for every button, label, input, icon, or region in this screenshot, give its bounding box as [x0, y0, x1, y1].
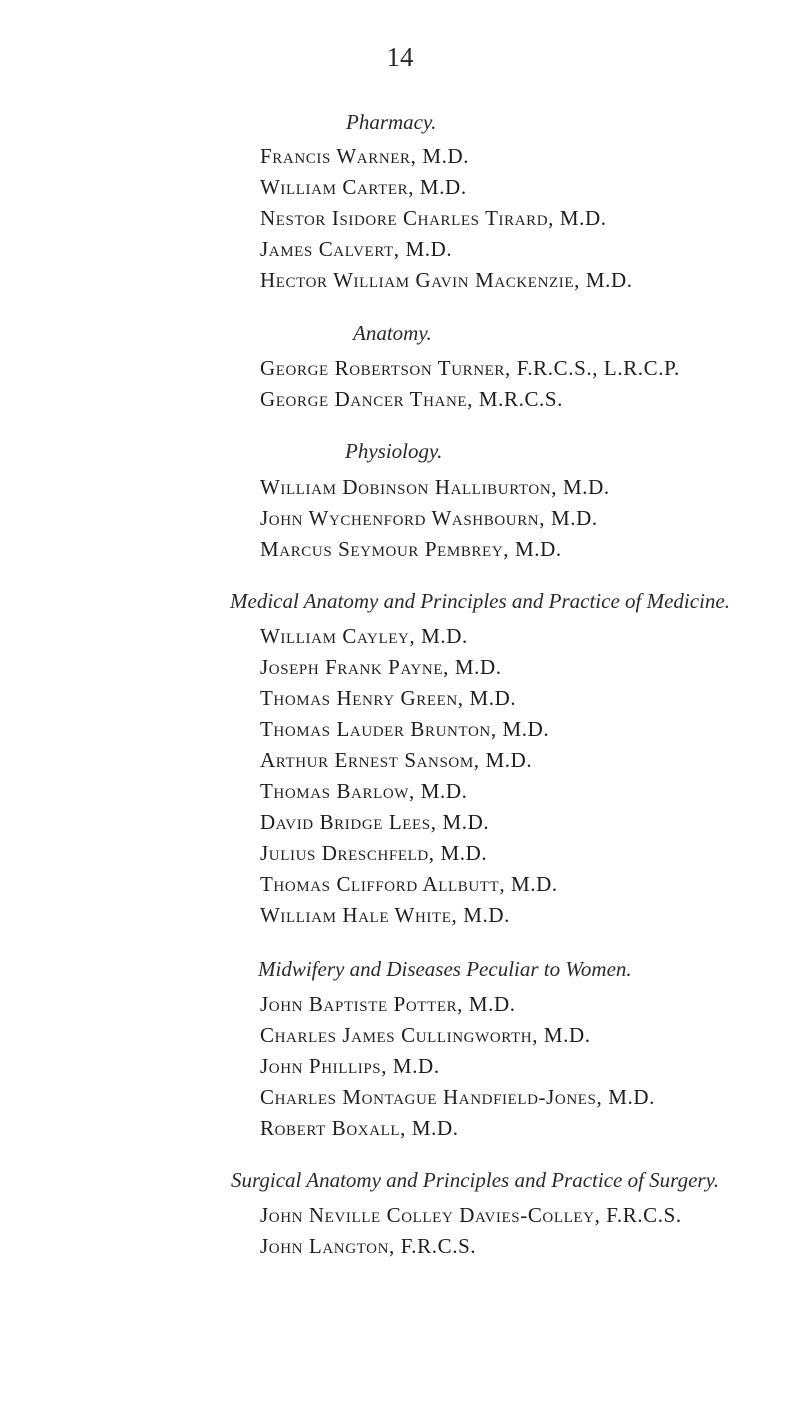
- list-item: Marcus Seymour Pembrey, M.D.: [260, 537, 562, 561]
- list-item: John Phillips, M.D.: [260, 1054, 440, 1078]
- list-item: Arthur Ernest Sansom, M.D.: [260, 748, 533, 772]
- list-item: Thomas Clifford Allbutt, M.D.: [260, 872, 558, 896]
- list-item: John Wychenford Washbourn, M.D.: [260, 506, 598, 530]
- section-heading-medicine: Medical Anatomy and Principles and Practice of Medicine.: [230, 589, 730, 613]
- section-heading-midwifery: Midwifery and Diseases Peculiar to Women.: [258, 957, 632, 981]
- list-item: William Cayley, M.D.: [260, 624, 468, 648]
- list-item: Charles Montague Handfield-Jones, M.D.: [260, 1085, 655, 1109]
- list-item: Nestor Isidore Charles Tirard, M.D.: [260, 206, 607, 230]
- list-item: Julius Dreschfeld, M.D.: [260, 841, 488, 865]
- list-item: John Langton, F.R.C.S.: [260, 1234, 477, 1258]
- list-item: John Neville Colley Davies-Colley, F.R.C.S.: [260, 1203, 682, 1227]
- section-heading-anatomy: Anatomy.: [353, 321, 432, 345]
- list-item: Thomas Barlow, M.D.: [260, 779, 468, 803]
- section-heading-pharmacy: Pharmacy.: [346, 110, 437, 134]
- list-item: William Hale White, M.D.: [260, 903, 510, 927]
- list-item: David Bridge Lees, M.D.: [260, 810, 490, 834]
- list-item: George Robertson Turner, F.R.C.S., L.R.C.P.: [260, 356, 680, 380]
- list-item: William Dobinson Halliburton, M.D.: [260, 475, 610, 499]
- list-item: Joseph Frank Payne, M.D.: [260, 655, 502, 679]
- list-item: William Carter, M.D.: [260, 175, 467, 199]
- list-item: Robert Boxall, M.D.: [260, 1116, 459, 1140]
- section-heading-physiology: Physiology.: [345, 439, 443, 463]
- page-number: 14: [386, 42, 414, 72]
- list-item: Charles James Cullingworth, M.D.: [260, 1023, 591, 1047]
- list-item: George Dancer Thane, M.R.C.S.: [260, 387, 564, 411]
- list-item: Francis Warner, M.D.: [260, 144, 470, 168]
- list-item: Thomas Lauder Brunton, M.D.: [260, 717, 550, 741]
- list-item: James Calvert, M.D.: [260, 237, 453, 261]
- list-item: Thomas Henry Green, M.D.: [260, 686, 517, 710]
- list-item: John Baptiste Potter, M.D.: [260, 992, 516, 1016]
- section-heading-surgery: Surgical Anatomy and Principles and Practice of Surgery.: [231, 1168, 719, 1192]
- list-item: Hector William Gavin Mackenzie, M.D.: [260, 268, 633, 292]
